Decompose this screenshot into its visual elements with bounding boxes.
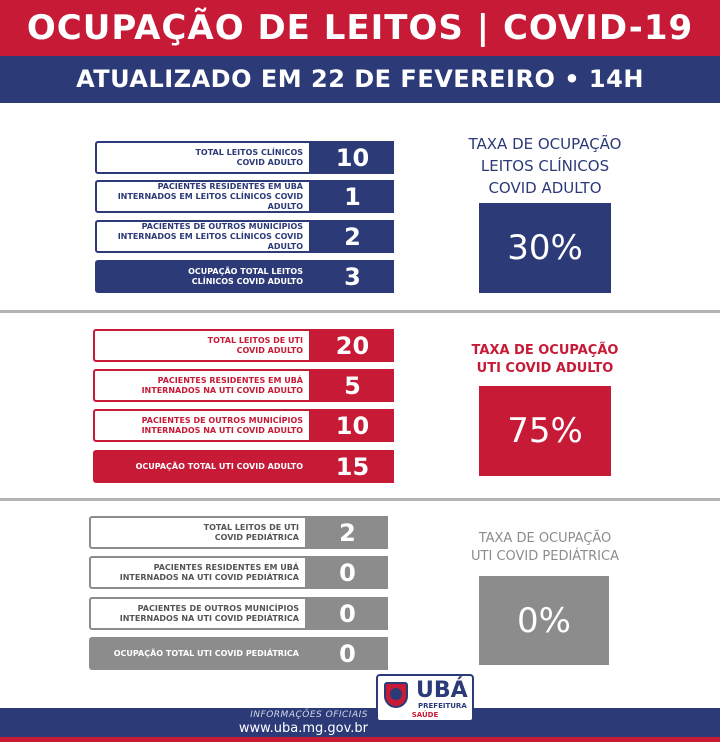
row-value: 2 — [307, 516, 388, 549]
clinical-total-beds-row — [95, 141, 394, 174]
prefeitura-uba-logo — [376, 674, 474, 722]
row-value: 10 — [311, 141, 394, 174]
update-banner: ATUALIZADO EM 22 DE FEVEREIRO • 14H — [0, 56, 720, 103]
uti-adult-rate-title: TAXA DE OCUPAÇÃO UTI COVID ADULTO — [471, 343, 619, 376]
logo-subtitle: PREFEITURA — [418, 702, 467, 710]
uti-adult-rate-value: 75% — [479, 386, 611, 476]
uti-adult-total-beds-row — [93, 329, 394, 362]
row-label: OCUPAÇÃO TOTAL LEITOS CLÍNICOS COVID ADULTO — [95, 260, 311, 293]
row-value: 20 — [311, 329, 394, 362]
row-value: 0 — [307, 637, 388, 670]
row-label: OCUPAÇÃO TOTAL UTI COVID PEDIÁTRICA — [89, 637, 307, 670]
row-value: 0 — [307, 597, 388, 630]
row-label: OCUPAÇÃO TOTAL UTI COVID ADULTO — [93, 450, 311, 483]
city-crest-icon — [384, 682, 408, 708]
row-label: TOTAL LEITOS DE UTI COVID ADULTO — [93, 329, 311, 362]
row-value: 10 — [311, 409, 394, 442]
row-value: 15 — [311, 450, 394, 483]
uti-adult-other-cities-row — [93, 409, 394, 442]
row-value: 3 — [311, 260, 394, 293]
uti-pediatric-total-beds-row — [89, 516, 388, 549]
row-label: PACIENTES DE OUTROS MUNICÍPIOS INTERNADOS NA UTI COVID ADULTO — [93, 409, 311, 442]
row-label: PACIENTES DE OUTROS MUNICÍPIOS INTERNADOS EM LEITOS CLÍNICOS COVID ADULTO — [95, 220, 311, 253]
clinical-other-cities-row — [95, 220, 394, 253]
row-value: 5 — [311, 369, 394, 402]
uti-adult-total-occupation-row — [93, 450, 394, 483]
clinical-rate-value: 30% — [479, 203, 611, 293]
row-label: TOTAL LEITOS DE UTI COVID PEDIÁTRICA — [89, 516, 307, 549]
uti-pediatric-rate-title: TAXA DE OCUPAÇÃO UTI COVID PEDIÁTRICA — [471, 531, 619, 564]
row-label: PACIENTES DE OUTROS MUNICÍPIOS INTERNADOS NA UTI COVID PEDIÁTRICA — [89, 597, 307, 630]
clinical-rate-title: TAXA DE OCUPAÇÃO LEITOS CLÍNICOS COVID ADULTO — [468, 135, 622, 197]
section-divider — [0, 310, 720, 313]
footer-website-link[interactable]: www.uba.mg.gov.br — [238, 721, 368, 736]
uti-pediatric-rate-value: 0% — [479, 576, 609, 665]
row-value: 2 — [311, 220, 394, 253]
uti-pediatric-other-cities-row — [89, 597, 388, 630]
logo-department: SAÚDE — [411, 711, 439, 719]
logo-name: UBÁ — [416, 678, 468, 703]
clinical-residents-row — [95, 180, 394, 213]
footer-accent-stripe — [0, 737, 720, 742]
uti-pediatric-residents-row — [89, 556, 388, 589]
uti-pediatric-total-occupation-row — [89, 637, 388, 670]
clinical-total-occupation-row — [95, 260, 394, 293]
row-value: 1 — [311, 180, 394, 213]
row-label: PACIENTES RESIDENTES EM UBÁ INTERNADOS EM LEITOS CLÍNICOS COVID ADULTO — [95, 180, 311, 213]
row-label: PACIENTES RESIDENTES EM UBÁ INTERNADOS NA UTI COVID ADULTO — [93, 369, 311, 402]
page-title: OCUPAÇÃO DE LEITOS | COVID-19 — [0, 0, 720, 56]
uti-adult-residents-row — [93, 369, 394, 402]
row-value: 0 — [307, 556, 388, 589]
section-divider — [0, 498, 720, 501]
row-label: TOTAL LEITOS CLÍNICOS COVID ADULTO — [95, 141, 311, 174]
footer-caption: INFORMAÇÕES OFICIAIS — [250, 710, 368, 720]
row-label: PACIENTES RESIDENTES EM UBÁ INTERNADOS NA UTI COVID PEDIÁTRICA — [89, 556, 307, 589]
